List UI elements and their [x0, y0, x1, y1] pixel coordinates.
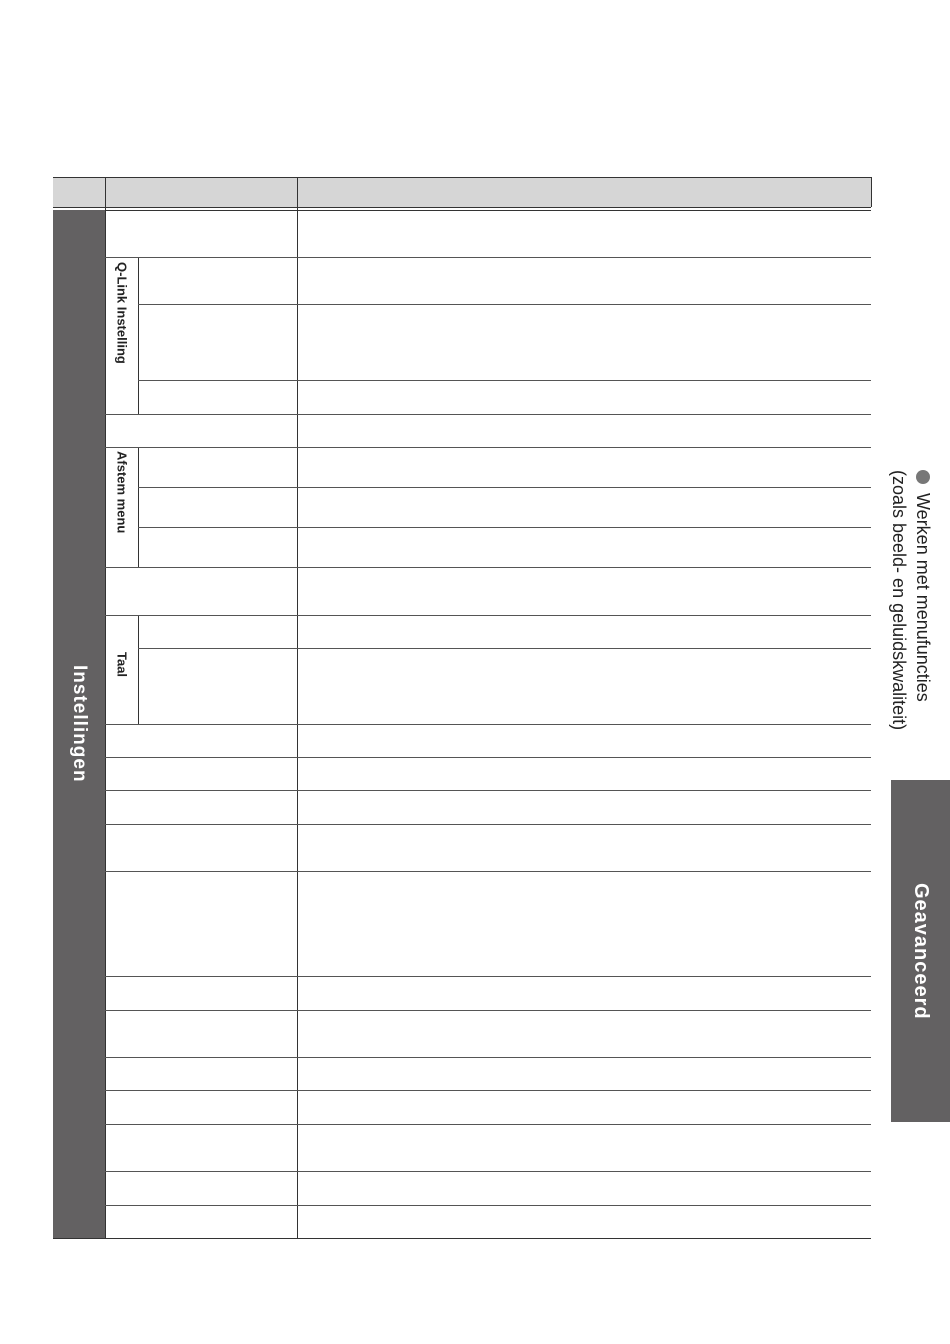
table-bottom-border: [53, 1238, 871, 1239]
section-title: Instellingen: [69, 665, 90, 783]
row-divider: [105, 1205, 871, 1206]
row-divider: [105, 447, 871, 448]
row-divider: [138, 648, 871, 649]
table-header-row: [53, 177, 871, 208]
group-label-qlink: [106, 262, 138, 412]
page-heading: [884, 470, 934, 776]
row-divider: [138, 487, 871, 488]
column-divider-2: [297, 177, 298, 1238]
group-label-text: Afstem menu: [114, 451, 130, 534]
header-divider: [53, 207, 871, 208]
row-divider: [105, 824, 871, 825]
row-divider: [138, 380, 871, 381]
row-divider: [105, 1124, 871, 1125]
row-divider: [138, 527, 871, 528]
afstem-subcolumn-divider: [138, 447, 139, 567]
chapter-tab-label: Geavanceerd: [910, 882, 932, 1020]
chapter-tab: [891, 780, 950, 1122]
row-divider: [105, 871, 871, 872]
row-divider: [138, 304, 871, 305]
page-heading-text-1: Werken met menufuncties: [913, 493, 933, 702]
row-divider: [105, 615, 871, 616]
page-heading-line-1: [912, 470, 934, 702]
row-divider: [105, 1090, 871, 1091]
row-divider: [105, 976, 871, 977]
section-band-label-wrap: [53, 210, 105, 1238]
bullet-icon: [916, 470, 930, 484]
row-divider: [105, 790, 871, 791]
row-divider: [105, 567, 871, 568]
page-heading-text-2: (zoals beeld- en geluidskwaliteit): [889, 470, 909, 731]
group-label-text: Q-Link Instelling: [114, 262, 130, 364]
group-label-taal: [106, 652, 138, 722]
row-divider: [105, 1057, 871, 1058]
row-divider: [105, 414, 871, 415]
row-divider: [105, 1010, 871, 1011]
row-divider: [105, 257, 871, 258]
row-divider: [105, 1171, 871, 1172]
row-divider: [105, 724, 871, 725]
header-divider-secondary: [53, 210, 871, 211]
row-divider: [105, 757, 871, 758]
group-label-text: Taal: [114, 652, 130, 678]
group-label-afstem: [106, 451, 138, 565]
qlink-subcolumn-divider: [138, 257, 139, 414]
header-right-edge: [871, 177, 872, 207]
taal-subcolumn-divider: [138, 615, 139, 724]
page-heading-line-2: [888, 470, 910, 730]
